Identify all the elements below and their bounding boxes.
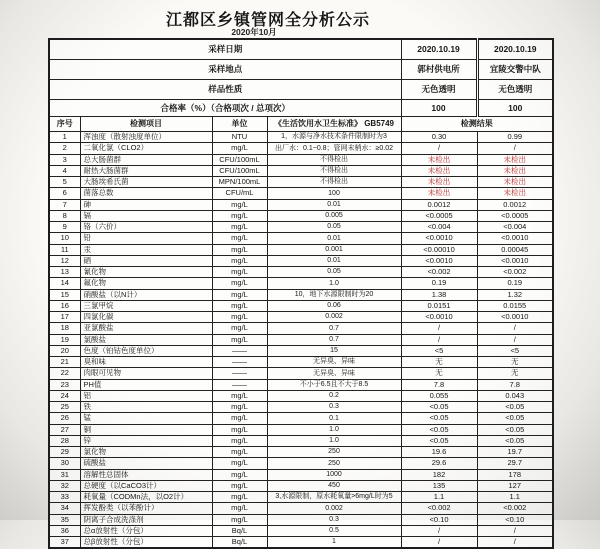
col-header-standard: 《生活饮用水卫生标准》 GB5749 bbox=[267, 117, 401, 132]
row-standard: 0.002 bbox=[267, 503, 401, 514]
row-standard: 1.0 bbox=[267, 424, 401, 435]
row-item-name: 溶解性总固体 bbox=[80, 469, 212, 480]
row-standard: 0.7 bbox=[267, 334, 401, 345]
measurement-rows-section bbox=[49, 132, 553, 549]
row-item-name: 臭和味 bbox=[80, 357, 212, 368]
table-row bbox=[49, 525, 553, 536]
row-result-site1: 未检出 bbox=[401, 165, 477, 176]
table-row bbox=[49, 357, 553, 368]
row-number: 10 bbox=[49, 233, 80, 244]
row-number: 19 bbox=[49, 334, 80, 345]
table-row bbox=[49, 492, 553, 503]
row-result-site2: 无 bbox=[477, 368, 553, 379]
info-row bbox=[49, 60, 553, 80]
row-standard: 无异臭、异味 bbox=[267, 368, 401, 379]
info-value-site1: 2020.10.19 bbox=[401, 39, 477, 60]
row-result-site1: / bbox=[401, 334, 477, 345]
row-result-site2: 无 bbox=[477, 357, 553, 368]
row-number: 3 bbox=[49, 154, 80, 165]
col-header-no: 序号 bbox=[49, 117, 80, 132]
row-item-name: 亚氯酸盐 bbox=[80, 323, 212, 334]
row-item-name: 大肠埃希氏菌 bbox=[80, 177, 212, 188]
row-item-name: 氰化物 bbox=[80, 267, 212, 278]
row-item-name: 浑浊度（散射浊度单位） bbox=[80, 132, 212, 143]
row-unit: mg/L bbox=[212, 503, 267, 514]
page-title: 江都区乡镇管网全分析公示 bbox=[165, 12, 370, 29]
info-value-site2: 无色透明 bbox=[477, 80, 553, 100]
row-item-name: PH值 bbox=[80, 379, 212, 390]
row-unit: mg/L bbox=[212, 300, 267, 311]
row-unit: mg/L bbox=[212, 334, 267, 345]
row-result-site2: 29.7 bbox=[477, 458, 553, 469]
row-unit: mg/L bbox=[212, 492, 267, 503]
row-standard: 不得检出 bbox=[267, 154, 401, 165]
row-number: 36 bbox=[49, 525, 80, 536]
row-item-name: 氯化物 bbox=[80, 447, 212, 458]
row-unit: mg/L bbox=[212, 390, 267, 401]
info-value-site1: 无色透明 bbox=[401, 80, 477, 100]
row-unit: mg/L bbox=[212, 514, 267, 525]
table-row bbox=[49, 424, 553, 435]
row-item-name: 阴离子合成洗涤剂 bbox=[80, 514, 212, 525]
row-unit: mg/L bbox=[212, 312, 267, 323]
row-item-name: 四氯化碳 bbox=[80, 312, 212, 323]
row-unit: mg/L bbox=[212, 222, 267, 233]
row-unit: —— bbox=[212, 368, 267, 379]
table-row bbox=[49, 458, 553, 469]
row-unit: mg/L bbox=[212, 469, 267, 480]
row-result-site1: 未检出 bbox=[401, 177, 477, 188]
row-item-name: 铜 bbox=[80, 424, 212, 435]
row-result-site2: <0.004 bbox=[477, 222, 553, 233]
row-number: 21 bbox=[49, 357, 80, 368]
column-header-section bbox=[49, 117, 553, 132]
table-row bbox=[49, 143, 553, 154]
row-standard: 10，地下水源限制时为20 bbox=[267, 289, 401, 300]
row-item-name: 铝 bbox=[80, 390, 212, 401]
row-number: 14 bbox=[49, 278, 80, 289]
row-result-site1: 1.1 bbox=[401, 492, 477, 503]
row-unit: mg/L bbox=[212, 424, 267, 435]
row-result-site1: / bbox=[401, 143, 477, 154]
row-result-site2: <0.0010 bbox=[477, 233, 553, 244]
col-header-unit: 单位 bbox=[212, 117, 267, 132]
info-value-site1: 100 bbox=[401, 100, 477, 117]
row-standard: 3,水源限制，原水耗氧量>6mg/L时为5 bbox=[267, 492, 401, 503]
row-item-name: 锌 bbox=[80, 435, 212, 446]
row-result-site2: 0.0012 bbox=[477, 199, 553, 210]
row-item-name: 铬（六价） bbox=[80, 222, 212, 233]
row-item-name: 耗氧量（CODMn法，以O2计） bbox=[80, 492, 212, 503]
row-result-site1: / bbox=[401, 323, 477, 334]
table-row bbox=[49, 255, 553, 266]
row-standard: 0.01 bbox=[267, 233, 401, 244]
row-unit: —— bbox=[212, 357, 267, 368]
info-value-site2: 宜陵交警中队 bbox=[477, 60, 553, 80]
row-number: 30 bbox=[49, 458, 80, 469]
row-result-site1: <0.00010 bbox=[401, 244, 477, 255]
row-item-name: 硝酸盐（以N计） bbox=[80, 289, 212, 300]
row-result-site1: <0.002 bbox=[401, 503, 477, 514]
row-result-site1: 0.055 bbox=[401, 390, 477, 401]
row-item-name: 菌落总数 bbox=[80, 188, 212, 199]
row-unit: CFU/100mL bbox=[212, 165, 267, 176]
row-number: 20 bbox=[49, 345, 80, 356]
row-result-site2: 未检出 bbox=[477, 188, 553, 199]
info-row bbox=[49, 100, 553, 117]
table-row bbox=[49, 447, 553, 458]
row-number: 6 bbox=[49, 188, 80, 199]
row-result-site1: <0.002 bbox=[401, 267, 477, 278]
row-number: 4 bbox=[49, 165, 80, 176]
row-number: 32 bbox=[49, 480, 80, 491]
row-result-site2: / bbox=[477, 334, 553, 345]
row-result-site1: 无 bbox=[401, 357, 477, 368]
table-row bbox=[49, 154, 553, 165]
row-number: 34 bbox=[49, 503, 80, 514]
info-value-site1: 郭村供电所 bbox=[401, 60, 477, 80]
row-standard: 1 bbox=[267, 537, 401, 549]
row-item-name: 肉眼可见物 bbox=[80, 368, 212, 379]
row-result-site1: <0.05 bbox=[401, 435, 477, 446]
page-subtitle: 2020年10月 bbox=[231, 27, 277, 37]
row-result-site2: 0.19 bbox=[477, 278, 553, 289]
row-item-name: 铁 bbox=[80, 402, 212, 413]
row-standard: 无异臭、异味 bbox=[267, 357, 401, 368]
row-standard: 0.001 bbox=[267, 244, 401, 255]
table-row bbox=[49, 300, 553, 311]
table-row bbox=[49, 503, 553, 514]
row-result-site1: 无 bbox=[401, 368, 477, 379]
row-item-name: 汞 bbox=[80, 244, 212, 255]
table-row bbox=[49, 480, 553, 491]
row-number: 31 bbox=[49, 469, 80, 480]
row-number: 5 bbox=[49, 177, 80, 188]
table-row bbox=[49, 323, 553, 334]
row-standard: 出厂水：0.1~0.8；管网末梢水：≥0.02 bbox=[267, 143, 401, 154]
table-row bbox=[49, 267, 553, 278]
row-standard: 1.0 bbox=[267, 435, 401, 446]
row-unit: mg/L bbox=[212, 255, 267, 266]
row-result-site2: <0.05 bbox=[477, 435, 553, 446]
row-standard: 不小于6.5且不大于8.5 bbox=[267, 379, 401, 390]
table-row bbox=[49, 334, 553, 345]
table-row bbox=[49, 390, 553, 401]
row-result-site1: 29.6 bbox=[401, 458, 477, 469]
row-item-name: 挥发酚类（以苯酚计） bbox=[80, 503, 212, 514]
row-item-name: 氯酸盐 bbox=[80, 334, 212, 345]
row-unit: CFU/mL bbox=[212, 188, 267, 199]
row-result-site2: <0.0010 bbox=[477, 255, 553, 266]
row-number: 33 bbox=[49, 492, 80, 503]
row-result-site2: 未检出 bbox=[477, 154, 553, 165]
row-result-site2: <0.05 bbox=[477, 402, 553, 413]
table-row bbox=[49, 289, 553, 300]
row-standard: 0.05 bbox=[267, 222, 401, 233]
table-row bbox=[49, 177, 553, 188]
row-standard: 15 bbox=[267, 345, 401, 356]
row-result-site1: / bbox=[401, 537, 477, 549]
row-result-site1: 182 bbox=[401, 469, 477, 480]
info-row bbox=[49, 80, 553, 100]
row-result-site1: 未检出 bbox=[401, 154, 477, 165]
row-result-site1: 未检出 bbox=[401, 188, 477, 199]
row-standard: 0.2 bbox=[267, 390, 401, 401]
row-result-site2: 127 bbox=[477, 480, 553, 491]
row-number: 16 bbox=[49, 300, 80, 311]
row-item-name: 镉 bbox=[80, 210, 212, 221]
row-unit: CFU/100mL bbox=[212, 154, 267, 165]
row-result-site1: / bbox=[401, 525, 477, 536]
row-item-name: 硒 bbox=[80, 255, 212, 266]
row-number: 26 bbox=[49, 413, 80, 424]
table-row bbox=[49, 413, 553, 424]
col-header-item: 检测项目 bbox=[80, 117, 212, 132]
table-row bbox=[49, 210, 553, 221]
row-result-site2: / bbox=[477, 323, 553, 334]
row-result-site1: 19.6 bbox=[401, 447, 477, 458]
row-number: 8 bbox=[49, 210, 80, 221]
row-result-site2: / bbox=[477, 143, 553, 154]
row-standard: 0.1 bbox=[267, 413, 401, 424]
row-number: 2 bbox=[49, 143, 80, 154]
row-standard: 0.01 bbox=[267, 255, 401, 266]
row-standard: 1.0 bbox=[267, 278, 401, 289]
row-result-site2: 未检出 bbox=[477, 177, 553, 188]
row-standard: 0.01 bbox=[267, 199, 401, 210]
row-result-site2: <0.002 bbox=[477, 503, 553, 514]
table-row bbox=[49, 469, 553, 480]
row-standard: 1，水源与净水技术条件限制时为3 bbox=[267, 132, 401, 143]
row-unit: mg/L bbox=[212, 413, 267, 424]
row-result-site1: 0.30 bbox=[401, 132, 477, 143]
row-unit: Bq/L bbox=[212, 537, 267, 549]
row-standard: 不得检出 bbox=[267, 177, 401, 188]
row-number: 17 bbox=[49, 312, 80, 323]
row-result-site1: 135 bbox=[401, 480, 477, 491]
row-standard: 450 bbox=[267, 480, 401, 491]
info-label: 采样日期 bbox=[49, 39, 401, 60]
info-label: 合格率（%）（合格项次 / 总项次） bbox=[49, 100, 401, 117]
row-result-site1: <0.0005 bbox=[401, 210, 477, 221]
row-result-site1: 0.0012 bbox=[401, 199, 477, 210]
row-unit: mg/L bbox=[212, 435, 267, 446]
row-item-name: 总大肠菌群 bbox=[80, 154, 212, 165]
column-header-row bbox=[49, 117, 553, 132]
row-result-site2: / bbox=[477, 537, 553, 549]
row-item-name: 二氧化氯（CLO2） bbox=[80, 143, 212, 154]
row-item-name: 铅 bbox=[80, 233, 212, 244]
row-result-site1: <0.0010 bbox=[401, 255, 477, 266]
row-result-site1: <0.0010 bbox=[401, 312, 477, 323]
row-unit: mg/L bbox=[212, 458, 267, 469]
info-row bbox=[49, 39, 553, 60]
row-item-name: 氟化物 bbox=[80, 278, 212, 289]
table-row bbox=[49, 379, 553, 390]
row-standard: 0.3 bbox=[267, 402, 401, 413]
row-item-name: 总α放射性（分包） bbox=[80, 525, 212, 536]
table-row bbox=[49, 537, 553, 549]
row-result-site2: 0.043 bbox=[477, 390, 553, 401]
row-standard: 0.005 bbox=[267, 210, 401, 221]
row-number: 22 bbox=[49, 368, 80, 379]
info-value-site2: 100 bbox=[477, 100, 553, 117]
row-number: 37 bbox=[49, 537, 80, 549]
table-row bbox=[49, 188, 553, 199]
row-result-site2: 0.00045 bbox=[477, 244, 553, 255]
row-result-site2: 7.8 bbox=[477, 379, 553, 390]
row-number: 11 bbox=[49, 244, 80, 255]
row-standard: 不得检出 bbox=[267, 165, 401, 176]
info-label: 样品性质 bbox=[49, 80, 401, 100]
row-unit: mg/L bbox=[212, 210, 267, 221]
row-result-site2: <0.0010 bbox=[477, 312, 553, 323]
row-result-site1: 0.19 bbox=[401, 278, 477, 289]
row-standard: 0.06 bbox=[267, 300, 401, 311]
row-result-site2: <0.0005 bbox=[477, 210, 553, 221]
row-item-name: 耐热大肠菌群 bbox=[80, 165, 212, 176]
sample-info-section bbox=[49, 39, 553, 117]
row-standard: 0.002 bbox=[267, 312, 401, 323]
row-result-site2: <0.002 bbox=[477, 267, 553, 278]
row-number: 25 bbox=[49, 402, 80, 413]
row-item-name: 锰 bbox=[80, 413, 212, 424]
row-number: 24 bbox=[49, 390, 80, 401]
row-number: 9 bbox=[49, 222, 80, 233]
info-label: 采样地点 bbox=[49, 60, 401, 80]
row-result-site1: <0.10 bbox=[401, 514, 477, 525]
row-unit: mg/L bbox=[212, 480, 267, 491]
row-number: 28 bbox=[49, 435, 80, 446]
row-result-site1: <0.05 bbox=[401, 413, 477, 424]
row-result-site1: <0.0010 bbox=[401, 233, 477, 244]
row-standard: 250 bbox=[267, 447, 401, 458]
table-row bbox=[49, 165, 553, 176]
row-unit: mg/L bbox=[212, 143, 267, 154]
row-number: 1 bbox=[49, 132, 80, 143]
row-number: 29 bbox=[49, 447, 80, 458]
row-unit: mg/L bbox=[212, 278, 267, 289]
row-result-site1: 1.38 bbox=[401, 289, 477, 300]
row-result-site2: / bbox=[477, 525, 553, 536]
row-standard: 250 bbox=[267, 458, 401, 469]
info-value-site2: 2020.10.19 bbox=[477, 39, 553, 60]
row-number: 35 bbox=[49, 514, 80, 525]
row-unit: mg/L bbox=[212, 289, 267, 300]
row-standard: 1000 bbox=[267, 469, 401, 480]
row-standard: 100 bbox=[267, 188, 401, 199]
row-result-site1: <0.05 bbox=[401, 424, 477, 435]
table-row bbox=[49, 402, 553, 413]
row-result-site2: 178 bbox=[477, 469, 553, 480]
row-standard: 0.3 bbox=[267, 514, 401, 525]
row-unit: mg/L bbox=[212, 199, 267, 210]
row-result-site2: 未检出 bbox=[477, 165, 553, 176]
table-row bbox=[49, 312, 553, 323]
row-item-name: 硫酸盐 bbox=[80, 458, 212, 469]
row-unit: —— bbox=[212, 379, 267, 390]
row-number: 15 bbox=[49, 289, 80, 300]
row-unit: mg/L bbox=[212, 323, 267, 334]
row-result-site1: 0.0151 bbox=[401, 300, 477, 311]
row-number: 12 bbox=[49, 255, 80, 266]
row-item-name: 总β放射性（分包） bbox=[80, 537, 212, 549]
row-result-site2: 1.1 bbox=[477, 492, 553, 503]
table-row bbox=[49, 233, 553, 244]
water-analysis-table bbox=[48, 38, 554, 549]
table-row bbox=[49, 244, 553, 255]
row-unit: mg/L bbox=[212, 447, 267, 458]
row-unit: NTU bbox=[212, 132, 267, 143]
row-item-name: 三氯甲烷 bbox=[80, 300, 212, 311]
row-number: 13 bbox=[49, 267, 80, 278]
row-unit: mg/L bbox=[212, 402, 267, 413]
row-result-site1: 7.8 bbox=[401, 379, 477, 390]
table-row bbox=[49, 278, 553, 289]
row-number: 18 bbox=[49, 323, 80, 334]
row-item-name: 砷 bbox=[80, 199, 212, 210]
row-result-site2: <0.05 bbox=[477, 413, 553, 424]
table-row bbox=[49, 435, 553, 446]
row-result-site2: <0.05 bbox=[477, 424, 553, 435]
row-result-site2: 0.99 bbox=[477, 132, 553, 143]
table-row bbox=[49, 222, 553, 233]
row-result-site2: <0.10 bbox=[477, 514, 553, 525]
table-row bbox=[49, 199, 553, 210]
table-row bbox=[49, 345, 553, 356]
row-unit: mg/L bbox=[212, 244, 267, 255]
row-result-site2: 19.7 bbox=[477, 447, 553, 458]
row-number: 7 bbox=[49, 199, 80, 210]
table-row bbox=[49, 368, 553, 379]
row-number: 23 bbox=[49, 379, 80, 390]
row-standard: 0.05 bbox=[267, 267, 401, 278]
table-row bbox=[49, 132, 553, 143]
row-unit: mg/L bbox=[212, 267, 267, 278]
row-result-site2: 1.32 bbox=[477, 289, 553, 300]
row-unit: Bq/L bbox=[212, 525, 267, 536]
row-unit: mg/L bbox=[212, 233, 267, 244]
row-result-site2: <5 bbox=[477, 345, 553, 356]
row-item-name: 色度（铂钴色度单位） bbox=[80, 345, 212, 356]
row-unit: MPN/100mL bbox=[212, 177, 267, 188]
row-item-name: 总硬度（以CaCO3计） bbox=[80, 480, 212, 491]
row-result-site1: <5 bbox=[401, 345, 477, 356]
row-unit: —— bbox=[212, 345, 267, 356]
col-header-result: 检测结果 bbox=[401, 117, 553, 132]
row-standard: 0.7 bbox=[267, 323, 401, 334]
row-result-site1: <0.05 bbox=[401, 402, 477, 413]
row-standard: 0.5 bbox=[267, 525, 401, 536]
row-number: 27 bbox=[49, 424, 80, 435]
row-result-site2: 0.0155 bbox=[477, 300, 553, 311]
row-result-site1: <0.004 bbox=[401, 222, 477, 233]
